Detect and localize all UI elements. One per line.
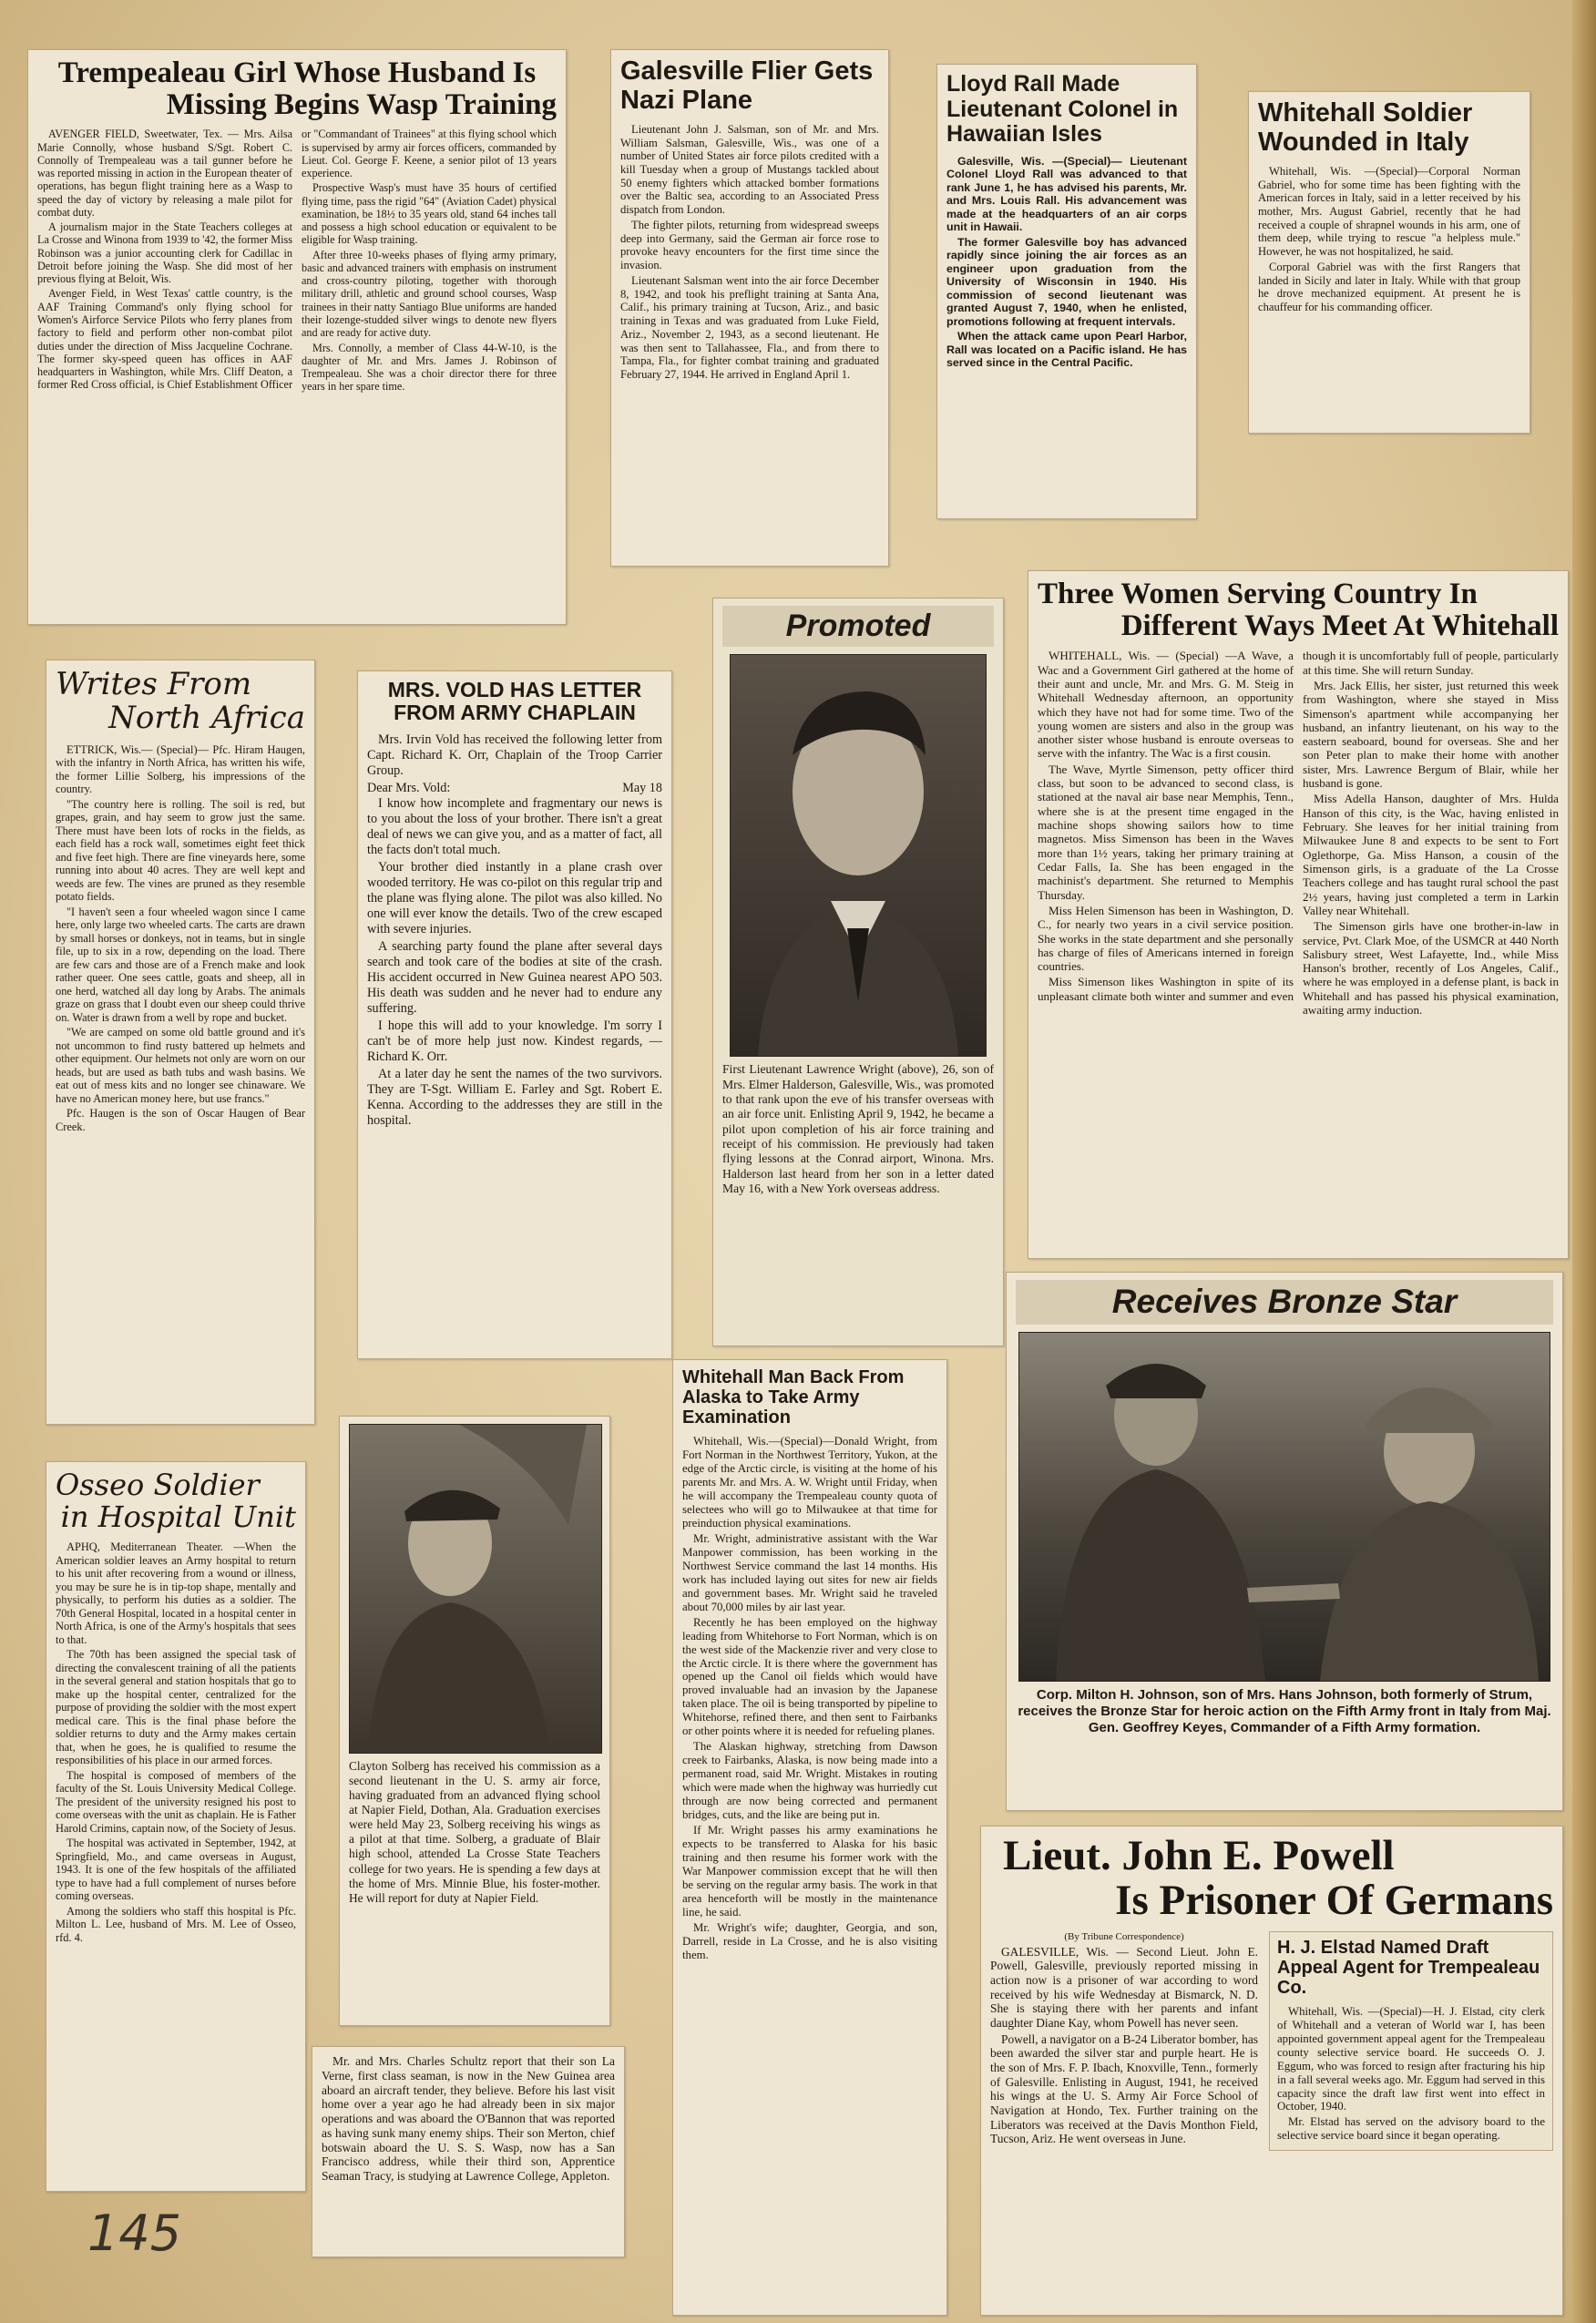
paragraph: Mrs. Jack Ellis, her sister, just returned this week from Washington, where she stayed in Miss Simenson's apartment while accompanying her husband, an infantry lieutenant, on his way to the eastern seaboard, bound for overseas. She and her son Peter plan to make their home with another sister, Mrs. Lawrence Bergum of Blair, while her husband is gone. (1303, 678, 1559, 791)
paragraph: Whitehall, Wis. —(Special)—Corporal Norman Gabriel, who for some time has been fighting with the American forces in Italy, said in a letter received by his mother, Mrs. August Gabriel, recently that he had received a couple of shrapnel wounds in his arm, one of them deep, while trying to rescue "a helpless mule." However, he was not hospitalized, he said. (1258, 164, 1520, 259)
headline-osseo-1: Osseo Soldier (56, 1468, 260, 1502)
paragraph: Mr. and Mrs. Charles Schultz report that their son La Verne, first class seaman, is now in the New Guinea area aboard an aircraft tender, they believe. Before his last visit home over a year ago he had already been in six major operations and was aboard the O'Bannon that was reported as having sunk many enemy ships. Their son Merton, chief botswain aboard the U. S. S. Wasp, now has a San Francisco address, while their third son, Apprentice Seaman Tracy, is studying at Lawrence College, Appleton. (322, 2054, 615, 2184)
paragraph: ETTRICK, Wis.— (Special)— Pfc. Hiram Haugen, with the infantry in North Africa, has written his wife, the former Lillie Solberg, his impressions of the country. (56, 742, 305, 796)
page-edge (1572, 0, 1596, 2323)
headline-africa-2: North Africa (108, 700, 305, 737)
headline-wasp-2: Missing Begins Wasp Training (166, 87, 557, 121)
paragraph: Mrs. Connolly, a member of Class 44-W-10, is the daughter of Mr. and Mrs. James J. Robinson of Trempealeau. She was a choir director there for three years in her spare time. (302, 341, 557, 394)
paragraph: Mr. Elstad has served on the advisory board to the selective service board since it began operating. (1277, 2115, 1545, 2143)
paragraph: Your brother died instantly in a plane crash over wooded territory. He was co-pilot on this regular trip and the plane was flying alone. The pilot was also killed. No one will ever know the details. Two of the crew escaped with severe injuries. (367, 859, 662, 936)
paragraph: I hope this will add to your knowledge. I'm sorry I can't be of more help just now. Kindest regards, —Richard K. Orr. (367, 1018, 662, 1065)
paragraph: When the attack came upon Pearl Harbor, Rall was located on a Pacific island. He has served since in the Central Pacific. (946, 330, 1187, 369)
paragraph: A searching party found the plane after several days search and took care of the bodies at site of the crash. His accident occurred in New Guinea nearest APO 503. His death was sudden and he never had to endure any suffering. (367, 939, 662, 1017)
headline-rall: Lloyd Rall Made Lieutenant Colonel in Hawaiian Isles (946, 71, 1179, 147)
headline-wasp-1: Trempealeau Girl Whose Husband Is (57, 56, 537, 89)
paragraph: A journalism major in the State Teachers colleges at La Crosse and Winona from 1939 to '42, the former Miss Robinson was a junior accounting clerk for Cadillac in Detroit before joining the Wasp. She did most of her previous flying at Beloit, Wis. (37, 220, 292, 286)
paragraph: Mrs. Irvin Vold has received the following letter from Capt. Richard K. Orr, Chaplain of the Troop Carrier Group. (367, 732, 662, 778)
paragraph: Whitehall, Wis.—(Special)—Donald Wright, from Fort Norman in the Northwest Territory, Yukon, at the edge of the Arctic circle, is visiting at the home of his parents Mr. and Mrs. A. W. Wright until Friday, when he will accompany the Trempealeau county quota of selectees who will go to Milwaukee at that time for preinduction physical examinations. (682, 1435, 937, 1530)
headline-powell-2: Is Prisoner Of Germans (1115, 1877, 1553, 1925)
article-body-wasp (37, 128, 557, 393)
portrait-silhouette (350, 1425, 601, 1753)
paragraph: "I haven't seen a four wheeled wagon since I came here, only large two wheeled carts. The carts are drawn by small horses or donkeys, not in teams, but in single file, up to six in a row, depending on the load. There are few cars and those are of a French make and look rather queer. One sees cattle, goats and sheep, all in one herd, watched all day long by Arabs. The animals graze on grass that I doubt even our sheep could thrive on. Water is drawn from a well by rope and bucket. (56, 905, 305, 1024)
article-body-osseo (56, 1540, 296, 1944)
photo-lawrence-wright (730, 654, 987, 1057)
headline-gabriel: Whitehall Soldier Wounded in Italy (1258, 98, 1473, 157)
headline-alaska: Whitehall Man Back From Alaska to Take Army Examination (682, 1367, 905, 1428)
clipping-whitehall-man-alaska (672, 1359, 947, 2316)
paragraph: Prospective Wasp's must have 35 hours of certified flying time, pass the rigid "64" (Aviation Cadet) physical examination, be 18½ to 35 years old, stand 64 inches tall and possess a high school education or equivalent to be eligible for Wasp training. (302, 181, 557, 247)
article-body-schultz (322, 2054, 615, 2184)
clipping-elstad (1269, 1931, 1553, 2152)
paragraph: If Mr. Wright passes his army examinations he expects to be transferred to Alaska for his basic training and then resume his former work with the War Manpower commission except that he will then be serving on the regular army basis. The work in that area henceforth will be mostly in the maintenance line, he said. (682, 1824, 937, 1919)
ceremony-silhouettes (1019, 1333, 1550, 1681)
paragraph: Galesville, Wis. —(Special)— Lieutenant Colonel Lloyd Rall was advanced to that rank June 1, he has advised his parents, Mr. and Mrs. Louis Rall. His advancement was made at the headquarters of an air corps unit in Hawaii. (946, 154, 1187, 233)
paragraph: Avenger Field, in West Texas' cattle country, is the AAF Training Command's only flying school for Women's Airforce Service Pilots who ferry planes from factory to field and perform other non-combat pilot duties under the direction of Miss Jacqueline Cochrane. The former sky-speed queen has offices in AAF headquarters in Washington, while Mrs. Cliff Deaton, a former Red Cross official, is Chief Establishment Officer or "Commandant of Trainees" at this flying school which is supervised by army air forces officers, commanded by Lieut. Col. George F. Keene, a senior pilot of 13 years experience. (37, 128, 557, 392)
paragraph: The hospital was activated in September, 1942, at Springfield, Mo., and came overseas in August, 1943. It is one of the few hospitals of the affiliated type to have had a full complement of nurses before coming overseas. (56, 1837, 296, 1903)
powell-article (990, 1931, 1258, 2152)
clipping-bronze-star (1006, 1272, 1563, 1811)
paragraph: The former Galesville boy has advanced rapidly since joining the air forces as an engineer upon graduation from the University of Wisconsin in 1940. His commission of second lieutenant was granted August 7, 1940, when he enlisted, promotions following at frequent intervals. (946, 235, 1187, 328)
paragraph: Miss Helen Simenson has been in Washington, D. C., for nearly two years in a civil service position. She works in the state department and she personally has charge of files of Americans interned in foreign countries. (1038, 903, 1294, 974)
paragraph: The 70th has been assigned the special task of directing the convalescent training of all the patients in the several general and station hospitals that go to make up the hospital center, centralized for the purpose of providing the soldier with the most expert medical care. This is the final phase before the soldier returns to duty and the Army makes certain that, when he goes, he is qualified to resume the responsibilities of his place in our armed forces. (56, 1648, 296, 1767)
headline-vold: MRS. VOLD HAS LETTER FROM ARMY CHAPLAIN (387, 678, 642, 725)
paragraph: Lieutenant Salsman went into the air force December 8, 1942, and took his preflight training at Santa Ana, Calif., his primary training at Tucson, Ariz., and basic training in Texas and was graduated from Luke Field, Ariz., November 2, 1943, as a second lieutenant. He was then sent to Tallahassee, Fla., and from there to Tampa, Fla., for fighter combat training and graduated February 27, 1944. He arrived in England April 1. (620, 273, 879, 381)
paragraph: Powell, a navigator on a B-24 Liberator bomber, has been awarded the silver star and purple heart. He is the son of Mrs. F. P. Ibach, Knoxville, Tenn., formerly of Galesville. Enlisting in August, 1941, he received his wings at the U. S. Army Air Force School of Navigation at Hondo, Tex. Further training on the Liberators was received at the Davis Monthon Field, Tucson, Ariz. He went overseas in June. (990, 2031, 1258, 2146)
paragraph: "We are camped on some old battle ground and it's not uncommon to find rusty battered up helmets and other equipment. Our helmets not only are worn on our heads, but are used as bath tubs and wash basins. We eat out of mess kits and no longer see chinaware. We have no American money here, but use francs." (56, 1026, 305, 1105)
paragraph: "The country here is rolling. The soil is red, but grapes, grain, and hay seem to grow just the same. There must have been lots of rocks in the fields, as each field has a rock wall, sometimes eight feet thick and five feet high. There are fine vineyards here, some running into about 40 acres. They are well kept and weeds are few. The vines are pruned as they resemble potato fields. (56, 797, 305, 904)
letter-header (367, 781, 662, 796)
clipping-promoted (712, 598, 1004, 1346)
headline-africa-1: Writes From (56, 666, 252, 702)
clipping-writes-from-north-africa (46, 660, 315, 1425)
paragraph: Among the soldiers who staff this hospital is Pfc. Milton L. Lee, husband of Mrs. M. Lee of Osseo, rfd. 4. (56, 1904, 296, 1944)
paragraph: Miss Simenson likes Washington in spite of its unpleasant climate both winter and summer and even though it is uncomfortably full of people, particularly at this time. She will return Sunday. (1038, 649, 1559, 1003)
article-body-gabriel (1258, 165, 1520, 314)
caption-solberg: Clayton Solberg has received his commission as a second lieutenant in the U. S. army air force, having graduated from an advanced flying school at Napier Field, Dothan, Ala. Graduation exercises were held May 23, Solberg receiving his wings as a pilot at that time. Solberg, a graduate of Blair high school, attended La Crosse State Teachers college for two years. He is spending a few days at the home of Mrs. Minnie Blue, his foster-mother. He will report for duty at Napier Field. (349, 1759, 600, 1905)
paragraph: Recently he has been employed on the highway leading from Whitehorse to Fort Norman, which is on the west side of the Mackenzie river and very close to the Arctic circle. It is there where the government has opened up the Canol oil fields which would have proved invaluable had an invasion by the Japanese taken place. The oil is being transported by pipeline to Whitehorse, refined there, and then sent to Fairbanks or other points where it is needed for refueling planes. (682, 1615, 937, 1738)
clipping-osseo-soldier (46, 1461, 306, 2192)
paragraph: The fighter pilots, returning from widespread sweeps deep into Germany, said the German air force rose to provoke heavy encounters for the first time since the invasion. (620, 218, 879, 272)
article-body-powell (990, 1945, 1258, 2146)
headline-promoted: Promoted (722, 606, 994, 647)
paragraph: Mr. Wright, administrative assistant with the War Manpower commission, has been working in the Northwest Service command the last 14 months. His work has included laying out sites for new air fields and government bases. Mr. Wright said he traveled about 70,000 miles by air last year. (682, 1531, 937, 1613)
portrait-silhouette (731, 655, 986, 1056)
headline-osseo-2: in Hospital Unit (60, 1499, 296, 1535)
headline-powell-1: Lieut. John E. Powell (1003, 1832, 1395, 1879)
clipping-wasp-training (27, 49, 567, 625)
article-body-africa (56, 743, 305, 1134)
headline-bronze-star: Receives Bronze Star (1016, 1280, 1553, 1325)
paragraph: After three 10-weeks phases of flying army primary, basic and advanced trainers with emphasis on instrument and cross-country piloting, together with thorough military drill, athletic and ground school courses, Wasp trainees in their natty Santiago Blue uniforms are handed their lozenge-studded silver wings to denote new flyers and are ready for active duty. (302, 248, 557, 340)
page-number: 145 (87, 2205, 182, 2262)
headline-elstad: H. J. Elstad Named Draft Appeal Agent for Trempealeau Co. (1277, 1937, 1540, 1998)
paragraph: Pfc. Haugen is the son of Oscar Haugen of Bear Creek. (56, 1107, 305, 1133)
paragraph: The Wave, Myrtle Simenson, petty officer third class, but soon to be advanced to second class, is stationed at the naval air base near Memphis, Tenn., where she is at the present time engaged in the machine shops showing sailors how to time magnetos. Miss Simenson has been in the Waves more than 1½ years, taking her primary training at Cedar Falls, Ia. She has been engaged in the machinist's department. She returned to Memphis Thursday. (1038, 762, 1294, 902)
clipping-whitehall-soldier-wounded (1248, 91, 1530, 434)
clipping-three-women (1028, 570, 1569, 1259)
paragraph: GALESVILLE, Wis. — Second Lieut. John E. Powell, Galesville, previously reported missing in action now is a prisoner of war according to word received by his wife Wednesday at Bismarck, N. D. She is staying there with her parents and infant daughter Diane Kay, whom Powell has never seen. (990, 1944, 1258, 2031)
article-body-alaska (682, 1435, 937, 1962)
clipping-clayton-solberg (339, 1416, 610, 2026)
article-body-flier (620, 123, 879, 382)
caption-promoted: First Lieutenant Lawrence Wright (above), 26, son of Mrs. Elmer Halderson, Galesville, Wis., was promoted to that rank upon the eve of his transfer overseas with an air force unit. Enlisting April 9, 1942, he became a pilot upon completion of his air force training and receipt of his commission. He previously had taken flying lessons at the Conrad airport, Winona. Mrs. Halderson last heard from her son in a letter dated May 16, with a New York overseas address. (722, 1062, 994, 1195)
clipping-john-powell (980, 1826, 1563, 2316)
paragraph: The Simenson girls have one brother-in-law in service, Pvt. Clark Moe, of the USMCR at 440 North Salisbury street, West Lafayette, Ind., while Miss Hanson's brother, recently of Los Angeles, Calif., where he was employed in a defense plant, is back in Whitehall and has passed his physical examination, awaiting army induction. (1303, 919, 1559, 1018)
clipping-lloyd-rall (936, 64, 1197, 519)
headline-flier: Galesville Flier Gets Nazi Plane (620, 56, 874, 115)
article-body-elstad (1277, 2005, 1545, 2144)
article-body-three-women (1038, 649, 1559, 1017)
paragraph: At a later day he sent the names of the two survivors. They are T-Sgt. William E. Farley and Sgt. Robert E. Kenna. According to the addresses they are still in the hospital. (367, 1067, 662, 1129)
paragraph: Mr. Wright's wife; daughter, Georgia, and son, Darrell, reside in La Crosse, and he is also visiting them. (682, 1920, 937, 1961)
headline-three-women-1: Three Women Serving Country In (1038, 578, 1478, 610)
headline-three-women-2: Different Ways Meet At Whitehall (1120, 609, 1559, 642)
byline: (By Tribune Correspondence) (1064, 1930, 1184, 1942)
photo-clayton-solberg (349, 1424, 602, 1754)
clipping-mrs-vold-letter (357, 670, 672, 1359)
clipping-schultz-sons (312, 2046, 625, 2257)
paragraph: APHQ, Mediterranean Theater. —When the American soldier leaves an Army hospital to return to his unit after recovering from a wound or illness, you may be sure he is in tip-top shape, mentally and physically, to perform his duties as a soldier. The 70th General Hospital, located in a hospital center in North Africa, is one of the Army's hospitals that sees to that. (56, 1540, 296, 1646)
paragraph: The hospital is composed of members of the faculty of the St. Louis University Medical College. The president of the university resigned his post to come overseas with the unit as chaplain. He is Father Harold Crimins, captain now, of the Society of Jesus. (56, 1768, 296, 1835)
paragraph: WHITEHALL, Wis. — (Special) —A Wave, a Wac and a Government Girl gathered at the home of their aunt and uncle, Mr. and Mrs. G. M. Steig in Whitehall Wednesday afternoon, an opportunity which they have not had for some time. Two of the young women are sisters and also in the group was another sister whose husband is enroute overseas to serve with the infantry. The Wac is a first cousin. (1038, 649, 1294, 761)
paragraph: I know how incomplete and fragmentary our news is to you about the loss of your brother. There isn't a great deal of news we can give you, and as a matter of fact, all the facts don't total much. (367, 795, 662, 857)
clipping-galesville-flier (610, 49, 889, 567)
paragraph: Corporal Gabriel was with the first Rangers that landed in Sicily and later in Italy. While with that group he drove mechanized equipment. At present he is chauffeur for his commanding officer. (1258, 260, 1520, 314)
powell-columns (990, 1931, 1553, 2152)
article-body-rall (946, 155, 1187, 370)
paragraph: Miss Adella Hanson, daughter of Mrs. Hulda Hanson of this city, is the Wac, having enlisted in February. She leaves for her initial training from Milwaukee June 8 and expects to be sent to Fort Oglethorpe, Ga. Miss Hanson, a cousin of the Simenson girls, is a graduate of the La Crosse Teachers college and has taught rural school the past 2½ years, having just completed a term in Larkin Valley near Whitehall. (1303, 792, 1559, 917)
paragraph: Lieutenant John J. Salsman, son of Mr. and Mrs. William Salsman, Galesville, Wis., was one of a number of United States air force pilots credited with a kill Tuesday when a group of Mustangs tackled about 50 enemy fighters which attacked bomber formations over the Baltic sea, according to an Associated Press dispatch from London. (620, 122, 879, 217)
paragraph: AVENGER FIELD, Sweetwater, Tex. — Mrs. Ailsa Marie Connolly, whose husband S/Sgt. Robert C. Connolly of Trempealeau was a tail gunner before he was reported missing in action in the European theater of operations, has begun flight training here as a Wasp to speed the day of victory by releasing a male pilot for combat duty. (37, 128, 292, 219)
photo-bronze-star-ceremony (1018, 1332, 1550, 1682)
letter-date: May 18 (622, 780, 662, 795)
paragraph: Whitehall, Wis. —(Special)—H. J. Elstad, city clerk of Whitehall and a veteran of World war I, has been appointed government appeal agent for the Trempealeau county selective service board. He succeeds O. J. Eggum, who was forced to resign after fracturing his hip in a fall several weeks ago. Mr. Eggum had served in this capacity since the draft law first went into effect in October, 1940. (1277, 2004, 1545, 2113)
paragraph: The Alaskan highway, stretching from Dawson creek to Fairbanks, Alaska, is now being made into a permanent road, said Mr. Wright. Mistakes in routing which were made when the highway was hurriedly cut through are now being corrected and permanent bridges, cuts, and the like are being put in. (682, 1740, 937, 1822)
salutation: Dear Mrs. Vold: (367, 780, 451, 795)
caption-bronze-star: Corp. Milton H. Johnson, son of Mrs. Hans Johnson, both formerly of Strum, receives the Bronze Star for heroic action on the Fifth Army front in Italy from Maj. Gen. Geoffrey Keyes, Commander of a Fifth Army formation. (1018, 1686, 1551, 1735)
article-body-vold (367, 732, 662, 1130)
